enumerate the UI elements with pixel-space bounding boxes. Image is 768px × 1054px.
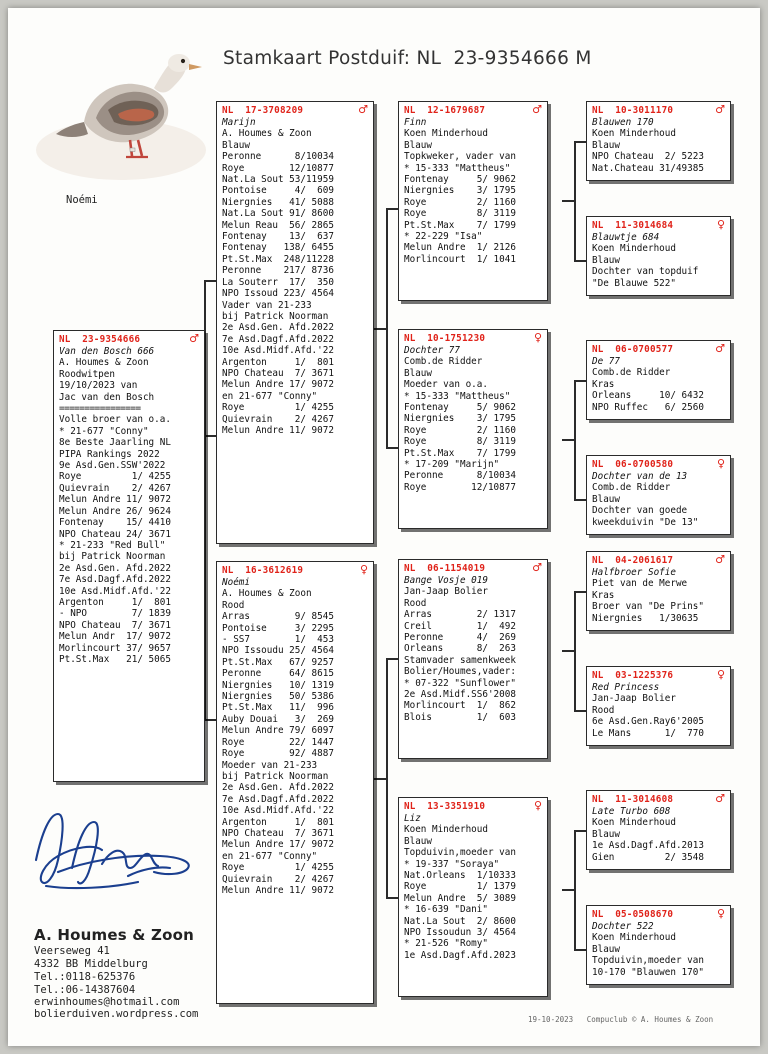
card-body <box>592 817 726 863</box>
detail-line: Comb.de Ridder <box>404 356 483 368</box>
signature <box>28 798 218 898</box>
detail-line: Roodwitpen <box>59 368 115 380</box>
detail-line: NPO Chateau 7/ 3671 <box>222 827 334 839</box>
detail-line: Koen Minderhoud <box>592 932 676 944</box>
connector <box>386 447 398 449</box>
connector <box>386 208 388 448</box>
detail-line: Blauw <box>592 139 620 151</box>
detail-line: * 17-209 "Marijn" <box>404 459 500 471</box>
detail-line: * 16-639 "Dani" <box>404 904 488 916</box>
detail-line: Koen Minderhoud <box>404 128 488 140</box>
detail-line: Nat.La Sout 2/ 8600 <box>404 915 516 927</box>
nickname: Van den Bosch 666 <box>59 346 155 357</box>
detail-line: Peronne 64/ 8615 <box>222 668 334 680</box>
card-body <box>404 824 543 961</box>
detail-line: Creil 1/ 492 <box>404 620 516 632</box>
detail-line: ================ <box>59 403 141 415</box>
detail-line: 9e Asd.Gen.SSW'2022 <box>59 460 166 472</box>
card-body <box>404 356 543 493</box>
detail-line: * 15-333 "Mattheus" <box>404 390 511 402</box>
print-footnote: 19-10-2023 Compuclub © A. Houmes & Zoon <box>528 1015 714 1024</box>
connector <box>574 591 586 593</box>
detail-line: Melun Andre 11/ 9072 <box>59 494 171 506</box>
nickname: Finn <box>404 117 427 128</box>
nickname: Noémi <box>222 577 250 588</box>
detail-line: A. Houmes & Zoon <box>59 357 149 369</box>
detail-line: Blauw <box>222 139 250 151</box>
detail-line: Niergnies 3/ 1795 <box>404 413 516 425</box>
detail-line: Pontoise 4/ 609 <box>222 185 334 197</box>
detail-line: Volle broer van o.a. <box>59 414 171 426</box>
detail-line: en 21-677 "Conny" <box>222 390 318 402</box>
detail-line: 6e Asd.Gen.Ray6'2005 <box>592 716 704 728</box>
detail-line: Rood <box>222 599 245 611</box>
detail-line: Piet van de Merwe <box>592 578 688 590</box>
connector <box>562 439 574 441</box>
detail-line: Quievrain 2/ 4267 <box>59 482 171 494</box>
sex-symbol: ♀ <box>533 331 542 344</box>
detail-line: A. Houmes & Zoon <box>222 128 312 140</box>
ring-number: NL 05-0508670 <box>592 909 674 920</box>
detail-line: Blois 1/ 603 <box>404 711 516 723</box>
detail-line: Fontenay 13/ 637 <box>222 231 334 243</box>
detail-line: Broer van "De Prins" <box>592 601 704 613</box>
card-body <box>592 243 726 289</box>
breeder-website[interactable]: bolierduiven.wordpress.com <box>34 1008 199 1020</box>
detail-line: Comb.de Ridder <box>592 367 671 379</box>
breeder-phone2: Tel.:06-14387604 <box>34 984 136 996</box>
ring-number: NL 10-1751230 <box>404 333 486 344</box>
detail-line: bij Patrick Noorman <box>59 551 166 563</box>
detail-line: Fontenay 138/ 6455 <box>222 242 334 254</box>
detail-line: Quievrain 2/ 4267 <box>222 413 334 425</box>
detail-line: Melun Andre 26/ 9624 <box>59 505 171 517</box>
detail-line: Koen Minderhoud <box>592 243 676 255</box>
detail-line: Roye 1/ 4255 <box>222 862 334 874</box>
ring-number: NL 06-0700580 <box>592 459 674 470</box>
detail-line: Peronne 217/ 8736 <box>222 265 334 277</box>
card-ff-father[interactable] <box>586 101 731 181</box>
sex-symbol: ♂ <box>715 103 725 116</box>
detail-line: Vader van 21-233 <box>222 299 312 311</box>
sex-symbol: ♂ <box>532 103 542 116</box>
detail-line: * 15-333 "Mattheus" <box>404 162 511 174</box>
card-body <box>592 578 726 624</box>
connector <box>374 328 386 330</box>
card-body <box>592 693 726 739</box>
breeder-address1: Veerseweg 41 <box>34 945 110 957</box>
card-fm-mother[interactable] <box>586 455 731 535</box>
detail-line: Fontenay 5/ 9062 <box>404 174 516 186</box>
detail-line: Kras <box>592 378 615 390</box>
sex-symbol: ♂ <box>715 792 725 805</box>
detail-line: 10e Asd.Midf.Afd.'22 <box>59 585 171 597</box>
detail-line: Pt.St.Max 67/ 9257 <box>222 656 334 668</box>
card-mf-father[interactable] <box>586 551 731 631</box>
detail-line: Bolier/Houmes,vader: <box>404 666 516 678</box>
detail-line: * 21-677 "Conny" <box>59 425 149 437</box>
nickname: Dochter 77 <box>404 345 460 356</box>
connector <box>574 830 586 832</box>
detail-line: Orleans 8/ 263 <box>404 643 516 655</box>
detail-line: Auby Douai 3/ 269 <box>222 713 334 725</box>
connector <box>574 141 586 143</box>
detail-line: Nat.Chateau 31/49385 <box>592 162 704 174</box>
detail-line: 10e Asd.Midf.Afd.'22 <box>222 345 334 357</box>
connector <box>574 499 586 501</box>
connector <box>574 260 586 262</box>
ring-number: NL 03-1225376 <box>592 670 674 681</box>
card-subject[interactable] <box>53 330 205 782</box>
detail-line: Jac van den Bosch <box>59 391 155 403</box>
nickname: Red Princess <box>592 682 660 693</box>
connector <box>574 830 576 950</box>
ring-number: NL 06-1154019 <box>404 563 486 574</box>
detail-line: 2e Asd.Midf.SS6'2008 <box>404 689 516 701</box>
breeder-name: A. Houmes & Zoon <box>34 926 194 944</box>
detail-line: - SS7 1/ 453 <box>222 634 334 646</box>
detail-line: Roye 1/ 4255 <box>222 402 334 414</box>
detail-line: bij Patrick Noorman <box>222 310 329 322</box>
breeder-address2: 4332 BB Middelburg <box>34 958 148 970</box>
detail-line: Comb.de Ridder <box>592 482 671 494</box>
detail-line: Topduivin,moeder van <box>404 847 516 859</box>
nickname: De 77 <box>592 356 620 367</box>
card-ff-mother[interactable] <box>586 216 731 296</box>
ring-number: NL 12-1679687 <box>404 105 486 116</box>
detail-line: Pt.St.Max 11/ 996 <box>222 702 334 714</box>
detail-line: PIPA Rankings 2022 <box>59 448 160 460</box>
card-body <box>404 586 543 723</box>
detail-line: La Souterr 17/ 350 <box>222 276 334 288</box>
connector <box>574 380 576 500</box>
detail-line: Roye 12/10877 <box>222 162 334 174</box>
detail-line: Moeder van 21-233 <box>222 759 318 771</box>
ring-number: NL 10-3011170 <box>592 105 674 116</box>
connector <box>374 778 386 780</box>
card-body <box>222 588 369 896</box>
detail-line: 2e Asd.Gen. Afd.2022 <box>222 782 334 794</box>
detail-line: Roye 8/ 3119 <box>404 436 516 448</box>
ring-number: NL 13-3351910 <box>404 801 486 812</box>
sex-symbol: ♀ <box>716 668 725 681</box>
detail-line: Moeder van o.a. <box>404 379 488 391</box>
card-body <box>592 128 726 174</box>
detail-line: 7e Asd.Dagf.Afd.2022 <box>222 333 334 345</box>
detail-line: Dochter van topduif <box>592 266 699 278</box>
detail-line: Nat.La Sout 91/ 8600 <box>222 208 334 220</box>
sex-symbol: ♂ <box>189 332 199 345</box>
connector <box>574 949 586 951</box>
detail-line: Roye 1/ 4255 <box>59 471 171 483</box>
ring-number: NL 23-9354666 <box>59 334 141 345</box>
sex-symbol: ♂ <box>715 342 725 355</box>
sex-symbol: ♂ <box>715 553 725 566</box>
card-body <box>592 932 726 978</box>
detail-line: Peronne 8/10034 <box>222 151 334 163</box>
ring-number: NL 16-3612619 <box>222 565 304 576</box>
sex-symbol: ♀ <box>716 457 725 470</box>
connector <box>386 897 398 899</box>
detail-line: Pt.St.Max 7/ 1799 <box>404 447 516 459</box>
card-mm-mother[interactable] <box>586 905 731 985</box>
detail-line: Blauw <box>592 943 620 955</box>
nickname: Dochter van de 13 <box>592 471 688 482</box>
connector <box>562 650 574 652</box>
detail-line: Morlincourt 1/ 862 <box>404 700 516 712</box>
detail-line: Stamvader samenkweek <box>404 654 516 666</box>
card-mother-father[interactable] <box>398 559 548 759</box>
ring-number: NL 17-3708209 <box>222 105 304 116</box>
detail-line: Dochter van goede <box>592 505 688 517</box>
detail-line: Melun Andre 5/ 3089 <box>404 892 516 904</box>
page-title: Stamkaart Postduif: NL 23-9354666 M <box>223 48 592 69</box>
card-fm-father[interactable] <box>586 340 731 420</box>
nickname: Bange Vosje 019 <box>404 575 488 586</box>
pedigree-sheet <box>8 8 760 1046</box>
detail-line: Koen Minderhoud <box>592 817 676 829</box>
detail-line: A. Houmes & Zoon <box>222 588 312 600</box>
detail-line: Orleans 10/ 6432 <box>592 390 704 402</box>
nickname: Dochter 522 <box>592 921 654 932</box>
detail-line: Melun Andre 17/ 9072 <box>222 379 334 391</box>
detail-line: Roye 22/ 1447 <box>222 736 334 748</box>
detail-line: Nat.La Sout 53/11959 <box>222 174 334 186</box>
detail-line: Melun Andre 11/ 9072 <box>222 884 334 896</box>
detail-line: Roye 2/ 1160 <box>404 196 516 208</box>
detail-line: bij Patrick Noorman <box>222 770 329 782</box>
detail-line: Quievrain 2/ 4267 <box>222 873 334 885</box>
detail-line: Niergnies 3/ 1795 <box>404 185 516 197</box>
detail-line: Topkweker, vader van <box>404 151 516 163</box>
connector <box>386 658 398 660</box>
detail-line: Blauw <box>592 493 620 505</box>
sex-symbol: ♂ <box>532 561 542 574</box>
detail-line: Gien 2/ 3548 <box>592 851 704 863</box>
card-body <box>404 128 543 265</box>
nickname: Marijn <box>222 117 256 128</box>
detail-line: Niergnies 10/ 1319 <box>222 679 334 691</box>
detail-line: Rood <box>404 597 427 609</box>
detail-line: Niergnies 1/30635 <box>592 612 699 624</box>
detail-line: * 22-229 "Isa" <box>404 231 483 243</box>
ring-number: NL 11-3014684 <box>592 220 674 231</box>
detail-line: * 19-337 "Soraya" <box>404 858 500 870</box>
ring-number: NL 06-0700577 <box>592 344 674 355</box>
connector <box>204 280 216 282</box>
detail-line: Pt.St.Max 21/ 5065 <box>59 653 171 665</box>
detail-line: Kras <box>592 589 615 601</box>
detail-line: 8e Beste Jaarling NL <box>59 437 171 449</box>
detail-line: Blauw <box>592 254 620 266</box>
detail-line: en 21-677 "Conny" <box>222 850 318 862</box>
nickname: Liz <box>404 813 421 824</box>
detail-line: 2e Asd.Gen. Afd.2022 <box>222 322 334 334</box>
detail-line: * 07-322 "Sunflower" <box>404 677 516 689</box>
card-father-father[interactable] <box>398 101 548 301</box>
connector <box>204 719 216 721</box>
connector <box>574 380 586 382</box>
detail-line: 10e Asd.Midf.Afd.'22 <box>222 805 334 817</box>
card-mother-mother[interactable] <box>398 797 548 997</box>
sex-symbol: ♀ <box>359 563 368 576</box>
detail-line: Niergnies 50/ 5386 <box>222 691 334 703</box>
detail-line: Morlincourt 1/ 1041 <box>404 253 516 265</box>
detail-line: Pt.St.Max 7/ 1799 <box>404 219 516 231</box>
detail-line: Jan-Jaap Bolier <box>404 586 488 598</box>
detail-line: * 21-233 "Red Bull" <box>59 539 166 551</box>
detail-line: NPO Chateau 7/ 3671 <box>222 367 334 379</box>
connector <box>204 435 216 437</box>
detail-line: Roye 8/ 3119 <box>404 208 516 220</box>
detail-line: NPO Ruffec 6/ 2560 <box>592 401 704 413</box>
detail-line: Argenton 1/ 801 <box>222 816 334 828</box>
detail-line: NPO Chateau 2/ 5223 <box>592 151 704 163</box>
detail-line: Arras 2/ 1317 <box>404 609 516 621</box>
connector <box>386 208 398 210</box>
detail-line: NPO Issoud 223/ 4564 <box>222 288 334 300</box>
detail-line: Fontenay 15/ 4410 <box>59 517 171 529</box>
connector <box>386 658 388 898</box>
detail-line: NPO Chateau 24/ 3671 <box>59 528 171 540</box>
detail-line: Koen Minderhoud <box>592 128 676 140</box>
card-mf-mother[interactable] <box>586 666 731 746</box>
detail-line: Melun Andre 11/ 9072 <box>222 424 334 436</box>
detail-line: Argenton 1/ 801 <box>222 356 334 368</box>
detail-line: NPO Chateau 7/ 3671 <box>59 619 171 631</box>
detail-line: 7e Asd.Dagf.Afd.2022 <box>59 574 171 586</box>
detail-line: - NPO 7/ 1839 <box>59 608 171 620</box>
detail-line: Nat.Orleans 1/10333 <box>404 870 516 882</box>
detail-line: Jan-Jaap Bolier <box>592 693 676 705</box>
sex-symbol: ♀ <box>533 799 542 812</box>
ring-number: NL 11-3014608 <box>592 794 674 805</box>
card-father[interactable] <box>216 101 374 544</box>
detail-line: NPO Issoudu 25/ 4564 <box>222 645 334 657</box>
detail-line: Rood <box>592 704 615 716</box>
nickname: Late Turbo 608 <box>592 806 671 817</box>
detail-line: Pontoise 3/ 2295 <box>222 622 334 634</box>
detail-line: Roye 12/10877 <box>404 481 516 493</box>
detail-line: "De Blauwe 522" <box>592 277 676 289</box>
detail-line: Roye 2/ 1160 <box>404 424 516 436</box>
detail-line: NPO Issoudun 3/ 4564 <box>404 927 516 939</box>
card-body <box>592 482 726 528</box>
connector <box>574 710 586 712</box>
photo-caption: Noémi <box>66 194 98 206</box>
card-body <box>222 128 369 436</box>
detail-line: Roye 1/ 1379 <box>404 881 516 893</box>
detail-line: Fontenay 5/ 9062 <box>404 402 516 414</box>
detail-line: Koen Minderhoud <box>404 824 488 836</box>
footer <box>34 926 198 1020</box>
connector <box>562 200 574 202</box>
detail-line: Morlincourt 37/ 9657 <box>59 642 171 654</box>
breeder-email[interactable]: erwinhoumes@hotmail.com <box>34 996 180 1008</box>
detail-line: Blauw <box>404 367 432 379</box>
card-mm-father[interactable] <box>586 790 731 870</box>
detail-line: Roye 92/ 4887 <box>222 748 334 760</box>
sex-symbol: ♀ <box>716 218 725 231</box>
sex-symbol: ♂ <box>358 103 368 116</box>
nickname: Blauwen 170 <box>592 117 654 128</box>
detail-line: Arras 9/ 8545 <box>222 611 334 623</box>
pigeon-photo <box>26 30 211 190</box>
detail-line: 10-170 "Blauwen 170" <box>592 966 704 978</box>
detail-line: Melun Andr 17/ 9072 <box>59 631 171 643</box>
detail-line: Melun Andre 17/ 9072 <box>222 839 334 851</box>
detail-line: kweekduivin "De 13" <box>592 516 699 528</box>
detail-line: Peronne 8/10034 <box>404 470 516 482</box>
detail-line: Melun Andre 1/ 2126 <box>404 242 516 254</box>
detail-line: Blauw <box>404 139 432 151</box>
detail-line: Pt.St.Max 248/11228 <box>222 253 334 265</box>
connector <box>574 591 576 711</box>
sex-symbol: ♀ <box>716 907 725 920</box>
detail-line: Argenton 1/ 801 <box>59 596 171 608</box>
detail-line: Niergnies 41/ 5088 <box>222 196 334 208</box>
detail-line: 1e Asd.Dagf.Afd.2023 <box>404 949 516 961</box>
breeder-phone1: Tel.:0118-625376 <box>34 971 136 983</box>
nickname: Halfbroer Sofie <box>592 567 676 578</box>
card-body <box>592 367 726 413</box>
detail-line: Peronne 4/ 269 <box>404 632 516 644</box>
nickname: Blauwtje 684 <box>592 232 660 243</box>
detail-line: 19/10/2023 van <box>59 380 138 392</box>
detail-line: Melun Andre 79/ 6097 <box>222 725 334 737</box>
detail-line: 7e Asd.Dagf.Afd.2022 <box>222 793 334 805</box>
card-mother[interactable] <box>216 561 374 1004</box>
detail-line: Blauw <box>592 828 620 840</box>
detail-line: 1e Asd.Dagf.Afd.2013 <box>592 840 704 852</box>
ring-number: NL 04-2061617 <box>592 555 674 566</box>
connector <box>562 889 574 891</box>
connector <box>574 141 576 261</box>
detail-line: Le Mans 1/ 770 <box>592 727 704 739</box>
detail-line: * 21-526 "Romy" <box>404 938 488 950</box>
detail-line: Topduivin,moeder van <box>592 955 704 967</box>
detail-line: Melun Reau 56/ 2865 <box>222 219 334 231</box>
card-body <box>59 357 200 665</box>
detail-line: Blauw <box>404 835 432 847</box>
card-father-mother[interactable] <box>398 329 548 529</box>
detail-line: 2e Asd.Gen. Afd.2022 <box>59 562 171 574</box>
